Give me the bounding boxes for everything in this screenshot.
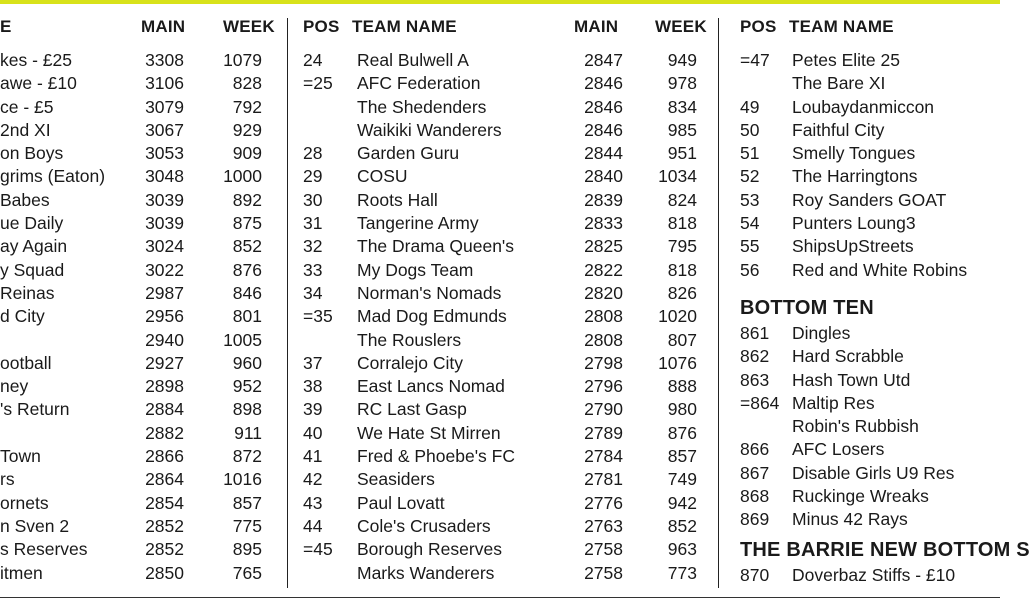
table-row	[303, 329, 703, 352]
team-name-cell: Tangerine Army	[357, 213, 479, 234]
team-name-cell: Roots Hall	[357, 189, 438, 210]
position-cell: =864	[740, 392, 780, 413]
table-row	[740, 369, 1000, 392]
bottom-rule	[0, 597, 1000, 598]
team-name-cell: Smelly Tongues	[792, 143, 916, 164]
main-score-cell: 2846	[584, 119, 623, 140]
table-row	[0, 422, 270, 445]
position-cell: 56	[740, 259, 760, 280]
team-name-cell: Marks Wanderers	[357, 562, 495, 583]
team-name-cell: Seasiders	[357, 469, 435, 490]
team-name-cell: Town	[0, 446, 41, 467]
table-row	[0, 562, 270, 585]
team-name-cell: grims (Eaton)	[0, 166, 106, 187]
position-cell: 54	[740, 213, 760, 234]
table-row	[303, 492, 703, 515]
table-row	[303, 375, 703, 398]
week-score-cell: 895	[232, 539, 262, 560]
main-score-cell: 2850	[145, 562, 184, 583]
col3-pos-header: POS	[740, 17, 777, 36]
table-row	[303, 352, 703, 375]
table-row	[303, 445, 703, 468]
table-row	[0, 96, 270, 119]
table-row	[740, 438, 1000, 461]
table-row	[303, 165, 703, 188]
team-name-cell: Robin's Rubbish	[792, 416, 919, 437]
table-row	[0, 375, 270, 398]
col1-week-header: WEEK	[223, 17, 275, 36]
position-cell: 39	[303, 399, 323, 420]
table-row	[0, 165, 270, 188]
main-score-cell: 2866	[145, 446, 184, 467]
col2-table	[303, 49, 703, 585]
table-row	[0, 282, 270, 305]
table-row	[740, 415, 1000, 438]
main-score-cell: 2781	[584, 469, 623, 490]
table-row	[303, 515, 703, 538]
position-cell: 29	[303, 166, 323, 187]
position-cell: 37	[303, 352, 323, 373]
week-score-cell: 1076	[658, 352, 697, 373]
table-row	[740, 322, 1000, 345]
table-row	[303, 398, 703, 421]
main-score-cell: 2833	[584, 213, 623, 234]
week-score-cell: 818	[667, 259, 697, 280]
week-score-cell: 942	[667, 492, 697, 513]
table-row	[0, 515, 270, 538]
week-score-cell: 1016	[223, 469, 262, 490]
week-score-cell: 834	[667, 96, 697, 117]
team-name-cell: Red and White Robins	[792, 259, 968, 280]
table-row	[303, 305, 703, 328]
table-row	[0, 352, 270, 375]
week-score-cell: 792	[232, 96, 262, 117]
main-score-cell: 2854	[145, 492, 184, 513]
main-score-cell: 3067	[145, 119, 184, 140]
bottom-ten-title: BOTTOM TEN	[740, 297, 874, 319]
table-row	[0, 212, 270, 235]
position-cell: 40	[303, 422, 323, 443]
team-name-cell: East Lancs Nomad	[357, 376, 505, 397]
team-name-cell: AFC Losers	[792, 439, 885, 460]
col2-main-header: MAIN	[574, 17, 619, 36]
main-score-cell: 2808	[584, 306, 623, 327]
team-name-cell: Babes	[0, 189, 50, 210]
week-score-cell: 978	[667, 73, 697, 94]
week-score-cell: 911	[234, 422, 262, 443]
table-row	[0, 142, 270, 165]
team-name-cell: Disable Girls U9 Res	[792, 462, 955, 483]
team-name-cell: Hash Town Utd	[792, 369, 911, 390]
table-row	[740, 72, 1000, 95]
week-score-cell: 985	[667, 119, 697, 140]
week-score-cell: 749	[667, 469, 697, 490]
main-score-cell: 2798	[584, 352, 623, 373]
table-row	[303, 282, 703, 305]
main-score-cell: 3308	[145, 50, 184, 70]
main-score-cell: 2852	[145, 539, 184, 560]
table-row	[303, 96, 703, 119]
col3-table	[740, 49, 1000, 282]
team-name-cell: We Hate St Mirren	[357, 422, 501, 443]
team-name-cell: Punters Loung3	[792, 213, 916, 234]
table-row	[740, 165, 1000, 188]
main-score-cell: 2763	[584, 515, 623, 536]
team-name-cell: 's Return	[0, 399, 70, 420]
team-name-cell: ShipsUpStreets	[792, 236, 914, 257]
week-score-cell: 872	[232, 446, 262, 467]
team-name-cell: Loubaydanmiccon	[792, 96, 935, 117]
main-score-cell: 2840	[584, 166, 623, 187]
team-name-cell: ay Again	[0, 236, 68, 257]
team-name-cell: n Sven 2	[0, 515, 70, 536]
team-name-cell: The Drama Queen's	[357, 236, 515, 257]
table-row	[740, 392, 1000, 415]
col3-team-header: TEAM NAME	[789, 17, 894, 36]
main-score-cell: 2789	[584, 422, 623, 443]
table-row	[740, 259, 1000, 282]
team-name-cell: Roy Sanders GOAT	[792, 189, 947, 210]
main-score-cell: 2882	[145, 422, 184, 443]
column-divider-2	[718, 18, 719, 588]
position-cell: 24	[303, 50, 323, 70]
week-score-cell: 929	[232, 119, 262, 140]
week-score-cell: 795	[667, 236, 697, 257]
position-cell: 863	[740, 369, 770, 390]
table-row	[0, 305, 270, 328]
table-row	[0, 445, 270, 468]
week-score-cell: 801	[232, 306, 262, 327]
table-row	[303, 119, 703, 142]
week-score-cell: 846	[232, 282, 262, 303]
position-cell: 41	[303, 446, 323, 467]
team-name-cell: Fred & Phoebe's FC	[357, 446, 515, 467]
week-score-cell: 892	[232, 189, 262, 210]
main-score-cell: 2839	[584, 189, 623, 210]
position-cell: =47	[740, 50, 770, 70]
main-score-cell: 2790	[584, 399, 623, 420]
table-row	[303, 72, 703, 95]
table-row	[0, 492, 270, 515]
table-row	[303, 468, 703, 491]
table-row	[0, 538, 270, 561]
team-name-cell: on Boys	[0, 143, 64, 164]
position-cell: 49	[740, 96, 760, 117]
table-row	[740, 462, 1000, 485]
position-cell: 870	[740, 565, 770, 585]
column-divider-1	[287, 18, 288, 588]
team-name-cell: Norman's Nomads	[357, 282, 502, 303]
team-name-cell: Reinas	[0, 282, 55, 303]
week-score-cell: 949	[667, 50, 697, 70]
position-cell: 50	[740, 119, 760, 140]
team-name-cell: y Squad	[0, 259, 65, 280]
team-name-cell: Faithful City	[792, 119, 885, 140]
team-name-cell: The Harringtons	[792, 166, 918, 187]
team-name-cell: Maltip Res	[792, 392, 875, 413]
position-cell: 51	[740, 143, 760, 164]
team-name-cell: Cole's Crusaders	[357, 515, 491, 536]
main-score-cell: 2898	[145, 376, 184, 397]
position-cell: 33	[303, 259, 323, 280]
position-cell: 32	[303, 236, 323, 257]
team-name-cell: COSU	[357, 166, 408, 187]
table-row	[303, 259, 703, 282]
team-name-cell: Petes Elite 25	[792, 50, 900, 70]
team-name-cell: Dingles	[792, 323, 851, 343]
main-score-cell: 2820	[584, 282, 623, 303]
team-name-cell: RC Last Gasp	[357, 399, 467, 420]
table-row	[0, 235, 270, 258]
bottom-ten-table	[740, 322, 1000, 532]
week-score-cell: 963	[667, 539, 697, 560]
position-cell: 52	[740, 166, 760, 187]
team-name-cell: Waikiki Wanderers	[357, 119, 502, 140]
col1-table	[0, 49, 270, 585]
week-score-cell: 876	[667, 422, 697, 443]
position-cell: 861	[740, 323, 770, 343]
team-name-cell: Real Bulwell A	[357, 50, 469, 70]
col2-team-header: TEAM NAME	[352, 17, 457, 36]
team-name-cell: Paul Lovatt	[357, 492, 445, 513]
col1-main-header: MAIN	[141, 17, 186, 36]
team-name-cell: Borough Reserves	[357, 539, 502, 560]
team-name-cell: ue Daily	[0, 213, 64, 234]
main-score-cell: 3022	[145, 259, 184, 280]
week-score-cell: 852	[232, 236, 262, 257]
week-score-cell: 765	[232, 562, 262, 583]
table-row	[303, 562, 703, 585]
table-row	[0, 329, 270, 352]
barrie-table	[740, 564, 1000, 587]
week-score-cell: 960	[232, 352, 262, 373]
team-name-cell: rs	[0, 469, 15, 490]
main-score-cell: 3024	[145, 236, 184, 257]
team-name-cell: My Dogs Team	[357, 259, 474, 280]
main-score-cell: 2776	[584, 492, 623, 513]
table-row	[0, 189, 270, 212]
position-cell: 862	[740, 346, 770, 367]
week-score-cell: 875	[232, 213, 262, 234]
team-name-cell: s Reserves	[0, 539, 88, 560]
main-score-cell: 2825	[584, 236, 623, 257]
table-row	[303, 538, 703, 561]
main-score-cell: 2884	[145, 399, 184, 420]
table-row	[303, 189, 703, 212]
week-score-cell: 951	[667, 143, 697, 164]
table-row	[740, 96, 1000, 119]
position-cell: 34	[303, 282, 323, 303]
position-cell: 866	[740, 439, 770, 460]
main-score-cell: 3079	[145, 96, 184, 117]
week-score-cell: 980	[667, 399, 697, 420]
table-row	[303, 235, 703, 258]
table-row	[740, 485, 1000, 508]
table-row	[740, 119, 1000, 142]
table-row	[740, 49, 1000, 72]
main-score-cell: 3048	[145, 166, 184, 187]
table-row	[0, 259, 270, 282]
week-score-cell: 876	[232, 259, 262, 280]
week-score-cell: 818	[667, 213, 697, 234]
table-row	[740, 345, 1000, 368]
week-score-cell: 826	[667, 282, 697, 303]
week-score-cell: 852	[667, 515, 697, 536]
team-name-cell: Minus 42 Rays	[792, 509, 908, 530]
main-score-cell: 2784	[584, 446, 623, 467]
main-score-cell: 3039	[145, 213, 184, 234]
main-score-cell: 2796	[584, 376, 623, 397]
position-cell: 868	[740, 486, 770, 507]
main-score-cell: 2927	[145, 352, 184, 373]
main-score-cell: 3039	[145, 189, 184, 210]
team-name-cell: Garden Guru	[357, 143, 460, 164]
position-cell: =35	[303, 306, 333, 327]
main-score-cell: 2758	[584, 562, 623, 583]
position-cell: 38	[303, 376, 323, 397]
week-score-cell: 909	[232, 143, 262, 164]
table-row	[740, 189, 1000, 212]
week-score-cell: 1034	[658, 166, 697, 187]
table-row	[740, 564, 1000, 587]
team-name-cell: The Rouslers	[357, 329, 462, 350]
barrie-section-title: THE BARRIE NEW BOTTOM S	[740, 539, 1030, 561]
team-name-cell: The Bare XI	[792, 73, 886, 94]
main-score-cell: 3053	[145, 143, 184, 164]
table-row	[740, 235, 1000, 258]
team-name-cell: Hard Scrabble	[792, 346, 904, 367]
main-score-cell: 2987	[145, 282, 184, 303]
col2-pos-header: POS	[303, 17, 340, 36]
table-row	[0, 72, 270, 95]
table-row	[303, 422, 703, 445]
table-row	[0, 398, 270, 421]
week-score-cell: 1000	[223, 166, 262, 187]
main-score-cell: 2956	[145, 306, 184, 327]
main-score-cell: 2808	[584, 329, 623, 350]
team-name-cell: Ruckinge Wreaks	[792, 486, 929, 507]
table-row	[740, 212, 1000, 235]
week-score-cell: 1005	[223, 329, 262, 350]
position-cell: 55	[740, 236, 760, 257]
main-score-cell: 2822	[584, 259, 623, 280]
week-score-cell: 1020	[658, 306, 697, 327]
main-score-cell: 2846	[584, 96, 623, 117]
team-name-cell: itmen	[0, 562, 43, 583]
col2-week-header: WEEK	[655, 17, 707, 36]
accent-bar	[0, 0, 1000, 4]
week-score-cell: 888	[667, 376, 697, 397]
team-name-cell: The Shedenders	[357, 96, 487, 117]
week-score-cell: 775	[232, 515, 262, 536]
week-score-cell: 857	[232, 492, 262, 513]
main-score-cell: 3106	[145, 73, 184, 94]
team-name-cell: Mad Dog Edmunds	[357, 306, 507, 327]
position-cell: 867	[740, 462, 770, 483]
position-cell: =45	[303, 539, 333, 560]
team-name-cell: awe - £10	[0, 73, 77, 94]
team-name-cell: d City	[0, 306, 45, 327]
position-cell: 43	[303, 492, 323, 513]
week-score-cell: 807	[667, 329, 697, 350]
week-score-cell: 857	[667, 446, 697, 467]
main-score-cell: 2846	[584, 73, 623, 94]
week-score-cell: 824	[667, 189, 697, 210]
table-row	[0, 468, 270, 491]
main-score-cell: 2864	[145, 469, 184, 490]
team-name-cell: 2nd XI	[0, 119, 51, 140]
main-score-cell: 2847	[584, 50, 623, 70]
week-score-cell: 952	[232, 376, 262, 397]
main-score-cell: 2852	[145, 515, 184, 536]
table-row	[303, 212, 703, 235]
position-cell: 31	[303, 213, 323, 234]
col1-team-header-partial: E	[0, 17, 12, 36]
position-cell: 28	[303, 143, 323, 164]
team-name-cell: ce - £5	[0, 96, 54, 117]
position-cell: =25	[303, 73, 333, 94]
position-cell: 44	[303, 515, 323, 536]
position-cell: 42	[303, 469, 323, 490]
team-name-cell: AFC Federation	[357, 73, 481, 94]
team-name-cell: Doverbaz Stiffs - £10	[792, 565, 956, 585]
main-score-cell: 2844	[584, 143, 623, 164]
week-score-cell: 1079	[223, 50, 262, 70]
week-score-cell: 898	[232, 399, 262, 420]
team-name-cell: kes - £25	[0, 50, 72, 70]
team-name-cell: ney	[0, 376, 29, 397]
team-name-cell: Corralejo City	[357, 352, 463, 373]
week-score-cell: 828	[232, 73, 262, 94]
table-row	[0, 49, 270, 72]
team-name-cell: ootball	[0, 352, 52, 373]
table-row	[303, 142, 703, 165]
table-row	[303, 49, 703, 72]
position-cell: 53	[740, 189, 760, 210]
position-cell: 30	[303, 189, 323, 210]
team-name-cell: ornets	[0, 492, 49, 513]
main-score-cell: 2758	[584, 539, 623, 560]
position-cell: 869	[740, 509, 770, 530]
table-row	[740, 142, 1000, 165]
main-score-cell: 2940	[145, 329, 184, 350]
week-score-cell: 773	[667, 562, 697, 583]
table-row	[740, 508, 1000, 531]
table-row	[0, 119, 270, 142]
